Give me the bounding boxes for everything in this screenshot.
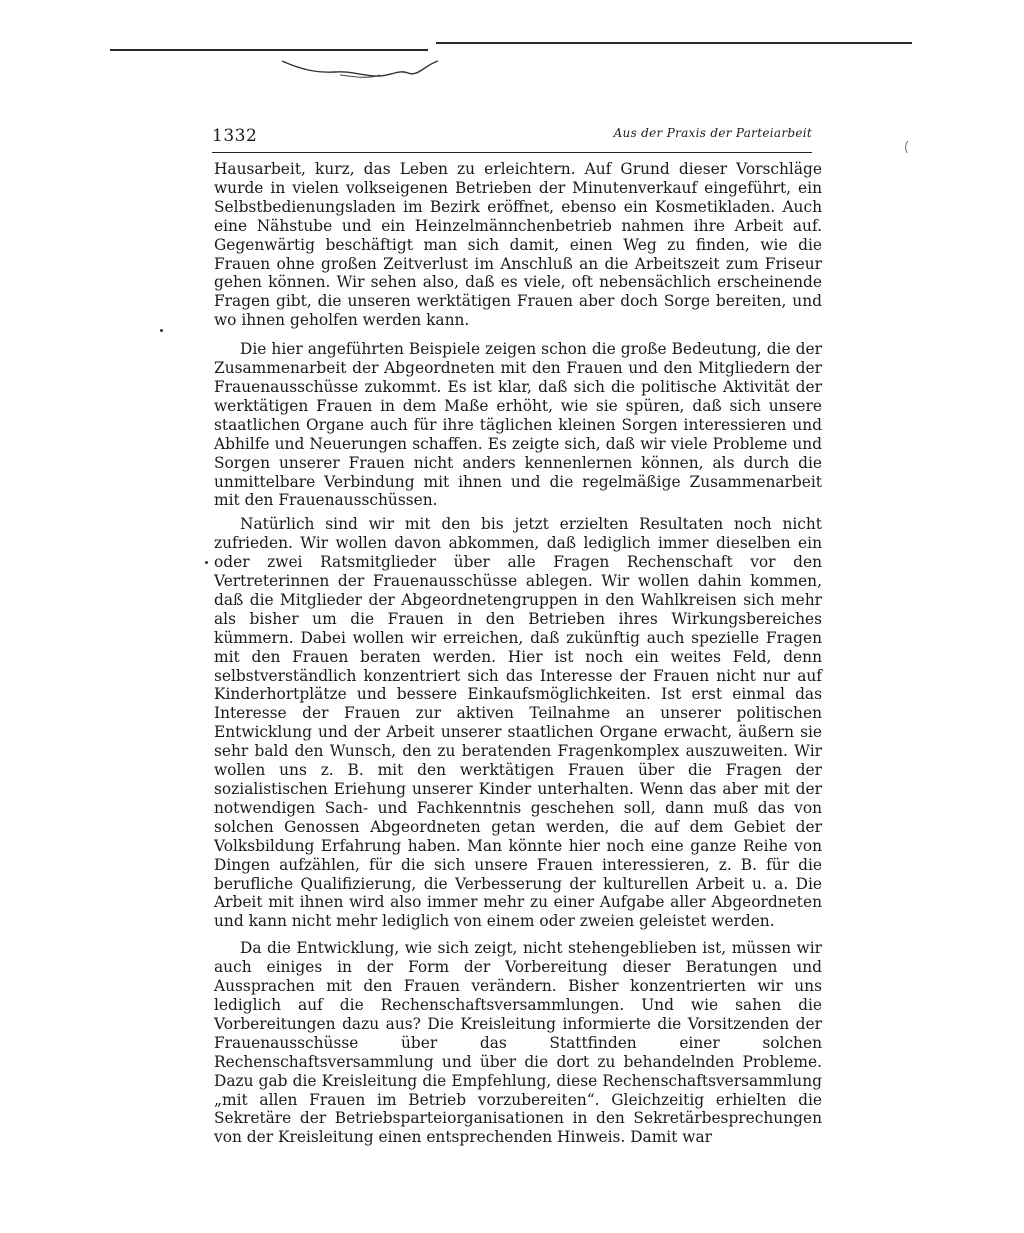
page-header	[212, 120, 812, 153]
margin-mark	[904, 140, 910, 154]
paragraph: Hausarbeit, kurz, das Leben zu erleichtern. Auf Grund dieser Vorschläge wurde in vielen volkseigenen Betrieben der Minutenverkauf eingeführt, ein Selbstbedienungsladen im Bezirk eröffnet, ebenso ein Kosmetikladen. Auch eine Nähstube und ein Heinzelmännchenbetrieb nahmen ihre Arbeit auf. Gegenwärtig beschäftigt man sich damit, einen Weg zu finden, wie die Frauen ohne großen Zeitverlust im Anschluß an die Arbeitszeit zum Friseur gehen können. Wir sehen also, daß es viele, oft nebensächlich erscheinende Fragen gibt, die unseren werktätigen Frauen aber doch Sorge bereiten, und wo ihnen geholfen werden kann.	[214, 160, 822, 330]
scan-border-left	[110, 49, 428, 51]
paragraph: Die hier angeführten Beispiele zeigen schon die große Bedeutung, die der Zusammenarbeit der Abgeordneten mit den Frauen und den Mitgliedern der Frauenausschüsse zukommt. Es ist klar, daß sich die politische Aktivität der werktätigen Frauen in dem Maße erhöht, wie sie spüren, daß sich unsere staatlichen Organe auch für ihre täglichen kleinen Sorgen interessieren und Abhilfe und Neuerungen schaffen. Es zeigte sich, daß wir viele Probleme und Sorgen unserer Frauen nicht anders kennenlernen können, als durch die unmittelbare Verbindung mit ihnen und die regelmäßige Zusammenarbeit mit den Frauenausschüssen.	[214, 340, 822, 510]
page-number: 1332	[212, 126, 258, 146]
margin-dot	[205, 561, 208, 564]
running-head: Aus der Praxis der Parteiarbeit	[613, 126, 812, 140]
article-body	[214, 160, 822, 1147]
scan-border-right	[436, 42, 912, 44]
margin-dot	[160, 329, 163, 332]
pen-scribble-mark	[280, 55, 440, 87]
paragraph: Da die Entwicklung, wie sich zeigt, nicht stehengeblieben ist, müssen wir auch einiges in der Form der Vorbereitung dieser Beratungen und Aussprachen mit den Frauen verändern. Bisher konzentrierten wir uns lediglich auf die Rechenschaftsversammlungen. Und wie sahen die Vorbereitungen dazu aus? Die Kreisleitung informierte die Vorsitzenden der Frauenausschüsse über das Stattfinden einer solchen Rechenschaftsversammlung und über die dort zu behandelnden Probleme. Dazu gab die Kreisleitung die Empfehlung, diese Rechenschaftsversammlung „mit allen Frauen im Betrieb vorzubereiten“. Gleichzeitig erhielten die Sekretäre der Betriebsparteiorganisationen in den Sekretärbesprechungen von der Kreisleitung einen entsprechenden Hinweis. Damit war	[214, 939, 822, 1147]
paragraph: Natürlich sind wir mit den bis jetzt erzielten Resultaten noch nicht zufrieden. Wir wollen davon abkommen, daß lediglich immer dieselben ein oder zwei Ratsmitglieder über alle Fragen Rechenschaft vor den Vertreterinnen der Frauenausschüsse ablegen. Wir wollen dahin kommen, daß die Mitglieder der Abgeordnetengruppen in den Wahlkreisen sich mehr als bisher um die Frauen in den Betrieben ihres Wirkungsbereiches kümmern. Dabei wollen wir erreichen, daß zukünftig auch spezielle Fragen mit den Frauen beraten werden. Hier ist noch ein weites Feld, denn selbstverständlich konzentriert sich das Interesse der Frauen nicht nur auf Kinderhortplätze und bessere Einkaufsmöglichkeiten. Ist erst einmal das Interesse der Frauen zur aktiven Teilnahme an unserer politischen Entwicklung und der Arbeit unserer staatlichen Organe erwacht, äußern sie sehr bald den Wunsch, den zu beratenden Fragenkomplex auszuweiten. Wir wollen uns z. B. mit den werktätigen Frauen über die Fragen der sozialistischen Eriehung unserer Kinder unterhalten. Wenn das aber mit der notwendigen Sach- und Fachkenntnis geschehen soll, dann muß das von solchen Genossen Abgeordneten getan werden, die auf dem Gebiet der Volksbildung Erfahrung haben. Man könnte hier noch eine ganze Reihe von Dingen aufzählen, für die sich unsere Frauen interessieren, z. B. für die berufliche Qualifizierung, die Verbesserung der kulturellen Arbeit u. a. Die Arbeit mit ihnen wird also immer mehr zu einer Aufgabe aller Abgeordneten und kann nicht mehr lediglich von einem oder zweien geleistet werden.	[214, 515, 822, 931]
